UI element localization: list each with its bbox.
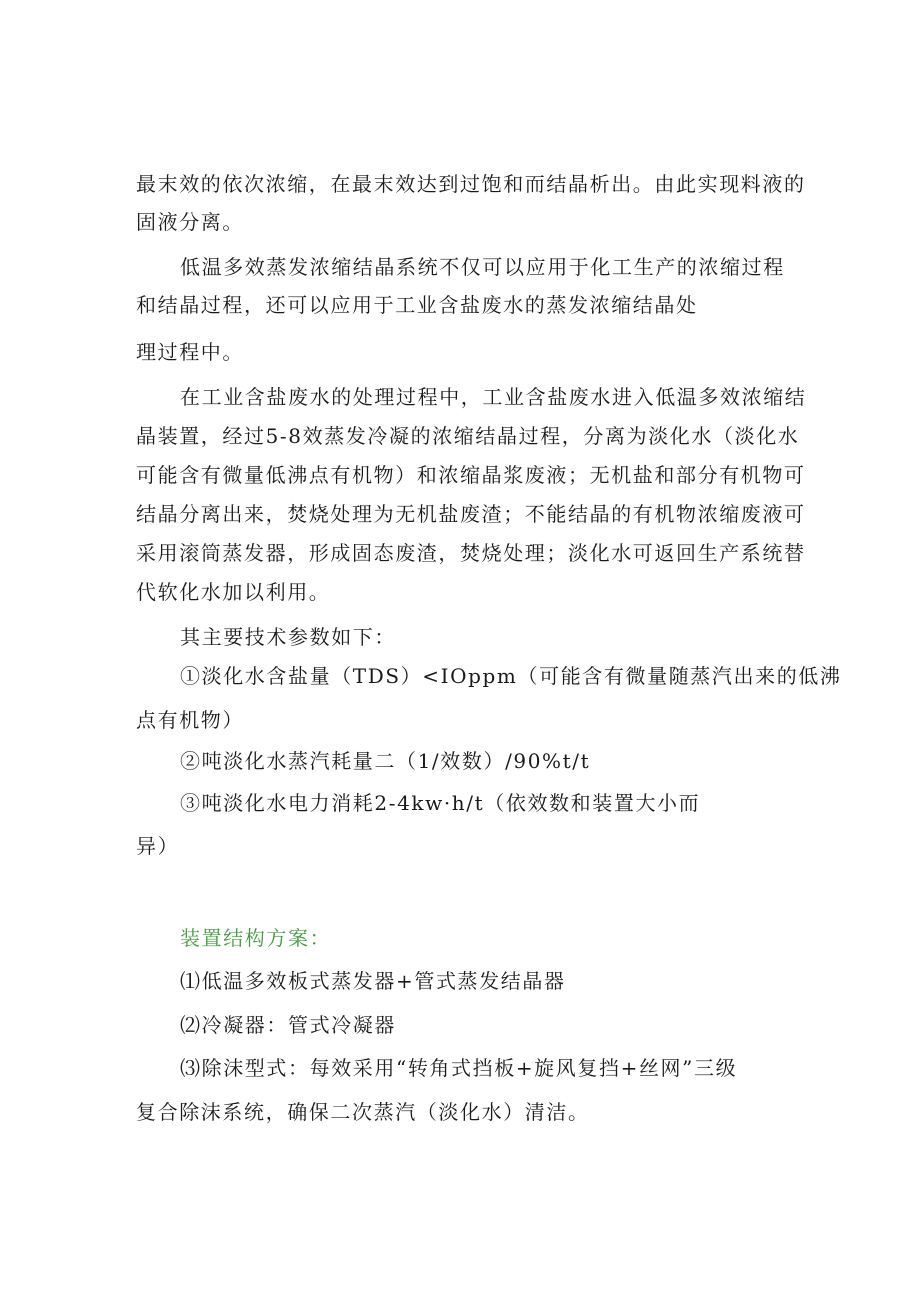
p1-line1: 最末效的依次浓缩，在最末效达到过饱和而结晶析出。由此实现料液的 — [136, 172, 806, 196]
p6-line1: ②吨淡化水蒸汽耗量二（1/效数）/90%t/t — [180, 749, 591, 773]
p2-line3: 理过程中。 — [136, 340, 244, 364]
p3-line4: 结晶分离出来，焚烧处理为无机盐废渣；不能结晶的有机物浓缩废液可 — [136, 502, 806, 526]
p3-line3: 可能含有微量低沸点有机物）和浓缩晶浆废液；无机盐和部分有机物可 — [136, 463, 806, 487]
p4-line1: 其主要技术参数如下： — [180, 625, 396, 649]
p3-line1: 在工业含盐废水的处理过程中，工业含盐废水进入低温多效浓缩结 — [180, 385, 807, 409]
p9-line1: ⑵冷凝器：管式冷凝器 — [180, 1013, 396, 1037]
p7-line1: ③吨淡化水电力消耗2-4kw·h/t（依效数和装置大小而 — [180, 791, 701, 815]
p10-line2: 复合除沫系统，确保二次蒸汽（淡化水）清洁。 — [136, 1100, 590, 1124]
p10-line1: ⑶除沫型式：每效采用“转角式挡板+旋风复挡+丝网”三级 — [180, 1056, 738, 1080]
p5-line2: 点有机物） — [136, 708, 244, 732]
p2-line2: 和结晶过程，还可以应用于工业含盐废水的蒸发浓缩结晶处 — [136, 293, 698, 317]
p7-line2: 异） — [136, 834, 180, 858]
p8-line1: ⑴低温多效板式蒸发器+管式蒸发结晶器 — [180, 969, 566, 993]
p5-line1: ①淡化水含盐量（TDS）<IOppm（可能含有微量随蒸汽出来的低沸 — [180, 664, 842, 688]
p1-line2: 固液分离。 — [136, 210, 244, 234]
section-heading: 装置结构方案： — [180, 926, 332, 950]
p3-line6: 代软化水加以利用。 — [136, 580, 331, 604]
p3-line5: 采用滚筒蒸发器，形成固态废渣，焚烧处理；淡化水可返回生产系统替 — [136, 541, 806, 565]
p3-line2: 晶装置，经过5-8效蒸发冷凝的浓缩结晶过程，分离为淡化水（淡化水 — [136, 424, 800, 448]
p2-line1: 低温多效蒸发浓缩结晶系统不仅可以应用于化工生产的浓缩过程 — [180, 255, 785, 279]
